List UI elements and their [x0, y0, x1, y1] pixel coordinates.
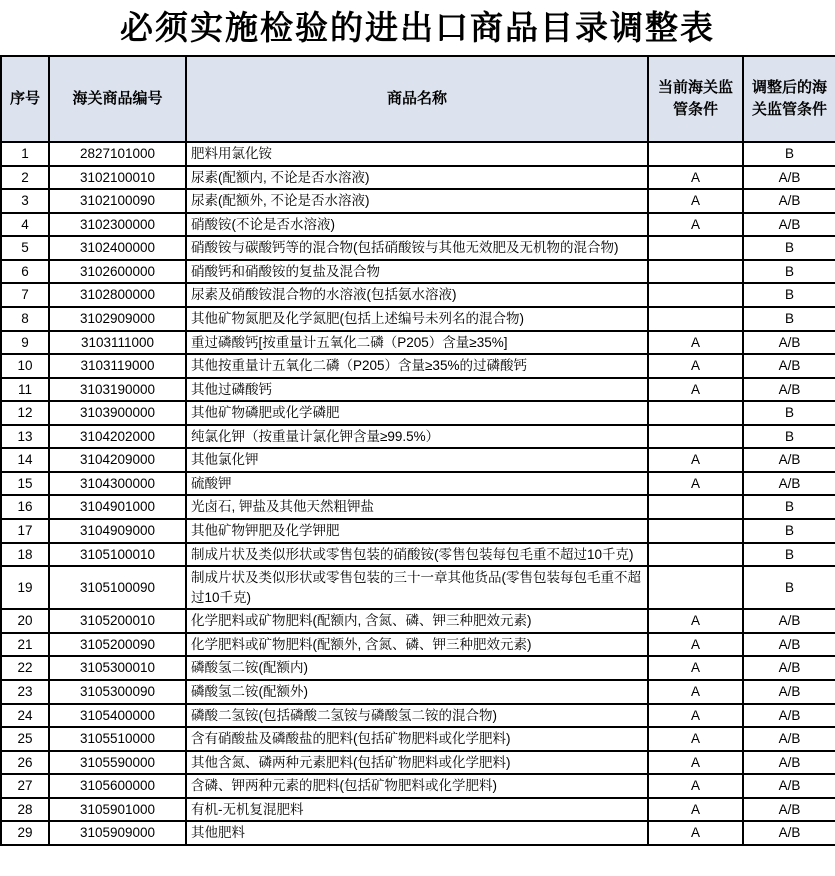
current-condition-cell	[648, 307, 743, 331]
table-row	[1, 680, 835, 704]
hs-code-cell: 3105200010	[49, 609, 186, 633]
table-row	[1, 166, 835, 190]
commodity-catalog-table	[0, 55, 835, 846]
product-name-cell: 制成片状及类似形状或零售包装的三十一章其他货品(零售包装每包毛重不超过10千克)	[186, 566, 648, 609]
product-name-cell: 有机-无机复混肥料	[186, 798, 648, 822]
product-name-cell: 磷酸二氢铵(包括磷酸二氢铵与磷酸氢二铵的混合物)	[186, 704, 648, 728]
table-row	[1, 566, 835, 609]
product-name-cell: 其他按重量计五氧化二磷（P205）含量≥35%的过磷酸钙	[186, 354, 648, 378]
hs-code-cell: 3102909000	[49, 307, 186, 331]
current-condition-cell: A	[648, 704, 743, 728]
product-name-cell: 含有硝酸盐及磷酸盐的肥料(包括矿物肥料或化学肥料)	[186, 727, 648, 751]
adjusted-condition-cell: A/B	[743, 633, 835, 657]
hs-code-cell: 3102300000	[49, 213, 186, 237]
table-row	[1, 609, 835, 633]
adjusted-condition-cell: B	[743, 236, 835, 260]
adjusted-condition-cell: A/B	[743, 609, 835, 633]
current-condition-cell: A	[648, 331, 743, 355]
hs-code-cell: 3103190000	[49, 378, 186, 402]
adjusted-condition-cell: B	[743, 425, 835, 449]
serial-number-cell: 8	[1, 307, 49, 331]
header-current-condition: 当前海关监管条件	[648, 56, 743, 142]
serial-number-cell: 5	[1, 236, 49, 260]
adjusted-condition-cell: B	[743, 401, 835, 425]
table-row	[1, 283, 835, 307]
adjusted-condition-cell: B	[743, 543, 835, 567]
adjusted-condition-cell: A/B	[743, 680, 835, 704]
adjusted-condition-cell: A/B	[743, 472, 835, 496]
serial-number-cell: 9	[1, 331, 49, 355]
table-row	[1, 495, 835, 519]
current-condition-cell: A	[648, 798, 743, 822]
current-condition-cell	[648, 260, 743, 284]
table-row	[1, 633, 835, 657]
header-product-name: 商品名称	[186, 56, 648, 142]
table-row	[1, 472, 835, 496]
current-condition-cell: A	[648, 189, 743, 213]
current-condition-cell	[648, 142, 743, 166]
serial-number-cell: 11	[1, 378, 49, 402]
adjusted-condition-cell: A/B	[743, 656, 835, 680]
adjusted-condition-cell: A/B	[743, 704, 835, 728]
current-condition-cell	[648, 495, 743, 519]
serial-number-cell: 24	[1, 704, 49, 728]
current-condition-cell: A	[648, 727, 743, 751]
adjusted-condition-cell: A/B	[743, 166, 835, 190]
hs-code-cell: 3105300090	[49, 680, 186, 704]
table-row	[1, 213, 835, 237]
table-row	[1, 401, 835, 425]
adjusted-condition-cell: B	[743, 519, 835, 543]
product-name-cell: 尿素及硝酸铵混合物的水溶液(包括氨水溶液)	[186, 283, 648, 307]
table-row	[1, 354, 835, 378]
adjusted-condition-cell: B	[743, 495, 835, 519]
adjusted-condition-cell: B	[743, 307, 835, 331]
hs-code-cell: 3102400000	[49, 236, 186, 260]
serial-number-cell: 16	[1, 495, 49, 519]
product-name-cell: 含磷、钾两种元素的肥料(包括矿物肥料或化学肥料)	[186, 774, 648, 798]
serial-number-cell: 4	[1, 213, 49, 237]
adjusted-condition-cell: A/B	[743, 354, 835, 378]
table-row	[1, 142, 835, 166]
current-condition-cell	[648, 236, 743, 260]
product-name-cell: 尿素(配额外, 不论是否水溶液)	[186, 189, 648, 213]
hs-code-cell: 3104901000	[49, 495, 186, 519]
table-row	[1, 307, 835, 331]
table-row	[1, 448, 835, 472]
product-name-cell: 制成片状及类似形状或零售包装的硝酸铵(零售包装每包毛重不超过10千克)	[186, 543, 648, 567]
current-condition-cell: A	[648, 166, 743, 190]
table-row	[1, 260, 835, 284]
table-row	[1, 656, 835, 680]
product-name-cell: 其他肥料	[186, 821, 648, 845]
hs-code-cell: 3102800000	[49, 283, 186, 307]
hs-code-cell: 3105300010	[49, 656, 186, 680]
table-row	[1, 189, 835, 213]
header-hs-code: 海关商品编号	[49, 56, 186, 142]
serial-number-cell: 22	[1, 656, 49, 680]
adjusted-condition-cell: A/B	[743, 331, 835, 355]
adjusted-condition-cell: A/B	[743, 448, 835, 472]
serial-number-cell: 26	[1, 751, 49, 775]
hs-code-cell: 3105400000	[49, 704, 186, 728]
current-condition-cell: A	[648, 609, 743, 633]
product-name-cell: 硫酸钾	[186, 472, 648, 496]
serial-number-cell: 21	[1, 633, 49, 657]
table-row	[1, 751, 835, 775]
product-name-cell: 磷酸氢二铵(配额内)	[186, 656, 648, 680]
hs-code-cell: 3105909000	[49, 821, 186, 845]
serial-number-cell: 6	[1, 260, 49, 284]
adjusted-condition-cell: B	[743, 142, 835, 166]
serial-number-cell: 3	[1, 189, 49, 213]
serial-number-cell: 2	[1, 166, 49, 190]
hs-code-cell: 3103111000	[49, 331, 186, 355]
product-name-cell: 磷酸氢二铵(配额外)	[186, 680, 648, 704]
header-row	[1, 56, 835, 142]
serial-number-cell: 18	[1, 543, 49, 567]
serial-number-cell: 1	[1, 142, 49, 166]
current-condition-cell: A	[648, 472, 743, 496]
serial-number-cell: 19	[1, 566, 49, 609]
hs-code-cell: 2827101000	[49, 142, 186, 166]
current-condition-cell: A	[648, 633, 743, 657]
table-row	[1, 774, 835, 798]
adjusted-condition-cell: B	[743, 566, 835, 609]
hs-code-cell: 3104202000	[49, 425, 186, 449]
table-header	[1, 56, 835, 142]
hs-code-cell: 3104909000	[49, 519, 186, 543]
table-row	[1, 543, 835, 567]
current-condition-cell: A	[648, 751, 743, 775]
product-name-cell: 其他过磷酸钙	[186, 378, 648, 402]
current-condition-cell	[648, 425, 743, 449]
product-name-cell: 其他氯化钾	[186, 448, 648, 472]
serial-number-cell: 7	[1, 283, 49, 307]
header-adjusted-condition: 调整后的海关监管条件	[743, 56, 835, 142]
current-condition-cell: A	[648, 354, 743, 378]
adjusted-condition-cell: B	[743, 283, 835, 307]
table-row	[1, 704, 835, 728]
adjusted-condition-cell: A/B	[743, 378, 835, 402]
current-condition-cell	[648, 283, 743, 307]
current-condition-cell: A	[648, 821, 743, 845]
hs-code-cell: 3102600000	[49, 260, 186, 284]
hs-code-cell: 3105100090	[49, 566, 186, 609]
current-condition-cell	[648, 566, 743, 609]
current-condition-cell: A	[648, 378, 743, 402]
serial-number-cell: 28	[1, 798, 49, 822]
adjusted-condition-cell: A/B	[743, 213, 835, 237]
current-condition-cell: A	[648, 448, 743, 472]
current-condition-cell: A	[648, 680, 743, 704]
serial-number-cell: 23	[1, 680, 49, 704]
adjusted-condition-cell: A/B	[743, 189, 835, 213]
serial-number-cell: 15	[1, 472, 49, 496]
hs-code-cell: 3105510000	[49, 727, 186, 751]
table-row	[1, 798, 835, 822]
hs-code-cell: 3102100090	[49, 189, 186, 213]
product-name-cell: 其他含氮、磷两种元素肥料(包括矿物肥料或化学肥料)	[186, 751, 648, 775]
current-condition-cell: A	[648, 774, 743, 798]
hs-code-cell: 3105200090	[49, 633, 186, 657]
product-name-cell: 硝酸铵与碳酸钙等的混合物(包括硝酸铵与其他无效肥及无机物的混合物)	[186, 236, 648, 260]
adjusted-condition-cell: A/B	[743, 798, 835, 822]
current-condition-cell: A	[648, 656, 743, 680]
table-row	[1, 378, 835, 402]
product-name-cell: 纯氯化钾（按重量计氯化钾含量≥99.5%）	[186, 425, 648, 449]
current-condition-cell	[648, 519, 743, 543]
adjusted-condition-cell: A/B	[743, 821, 835, 845]
serial-number-cell: 20	[1, 609, 49, 633]
product-name-cell: 尿素(配额内, 不论是否水溶液)	[186, 166, 648, 190]
current-condition-cell	[648, 543, 743, 567]
hs-code-cell: 3104300000	[49, 472, 186, 496]
hs-code-cell: 3103119000	[49, 354, 186, 378]
serial-number-cell: 27	[1, 774, 49, 798]
hs-code-cell: 3105901000	[49, 798, 186, 822]
product-name-cell: 硝酸钙和硝酸铵的复盐及混合物	[186, 260, 648, 284]
hs-code-cell: 3102100010	[49, 166, 186, 190]
hs-code-cell: 3103900000	[49, 401, 186, 425]
product-name-cell: 硝酸铵(不论是否水溶液)	[186, 213, 648, 237]
current-condition-cell	[648, 401, 743, 425]
current-condition-cell: A	[648, 213, 743, 237]
product-name-cell: 化学肥料或矿物肥料(配额内, 含氮、磷、钾三种肥效元素)	[186, 609, 648, 633]
product-name-cell: 光卤石, 钾盐及其他天然粗钾盐	[186, 495, 648, 519]
table-row	[1, 727, 835, 751]
product-name-cell: 其他矿物氮肥及化学氮肥(包括上述编号未列名的混合物)	[186, 307, 648, 331]
adjusted-condition-cell: A/B	[743, 774, 835, 798]
table-row	[1, 519, 835, 543]
hs-code-cell: 3105100010	[49, 543, 186, 567]
adjusted-condition-cell: B	[743, 260, 835, 284]
table-row	[1, 331, 835, 355]
product-name-cell: 重过磷酸钙[按重量计五氧化二磷（P205）含量≥35%]	[186, 331, 648, 355]
product-name-cell: 其他矿物磷肥或化学磷肥	[186, 401, 648, 425]
table-body	[1, 142, 835, 845]
product-name-cell: 其他矿物钾肥及化学钾肥	[186, 519, 648, 543]
serial-number-cell: 17	[1, 519, 49, 543]
adjusted-condition-cell: A/B	[743, 727, 835, 751]
adjusted-condition-cell: A/B	[743, 751, 835, 775]
serial-number-cell: 14	[1, 448, 49, 472]
page-title: 必须实施检验的进出口商品目录调整表	[120, 11, 715, 47]
table-row	[1, 236, 835, 260]
hs-code-cell: 3105600000	[49, 774, 186, 798]
serial-number-cell: 13	[1, 425, 49, 449]
serial-number-cell: 29	[1, 821, 49, 845]
header-serial-number: 序号	[1, 56, 49, 142]
catalog-page	[0, 2, 835, 846]
serial-number-cell: 12	[1, 401, 49, 425]
serial-number-cell: 25	[1, 727, 49, 751]
product-name-cell: 肥料用氯化铵	[186, 142, 648, 166]
table-row	[1, 425, 835, 449]
serial-number-cell: 10	[1, 354, 49, 378]
product-name-cell: 化学肥料或矿物肥料(配额外, 含氮、磷、钾三种肥效元素)	[186, 633, 648, 657]
table-row	[1, 821, 835, 845]
hs-code-cell: 3104209000	[49, 448, 186, 472]
hs-code-cell: 3105590000	[49, 751, 186, 775]
